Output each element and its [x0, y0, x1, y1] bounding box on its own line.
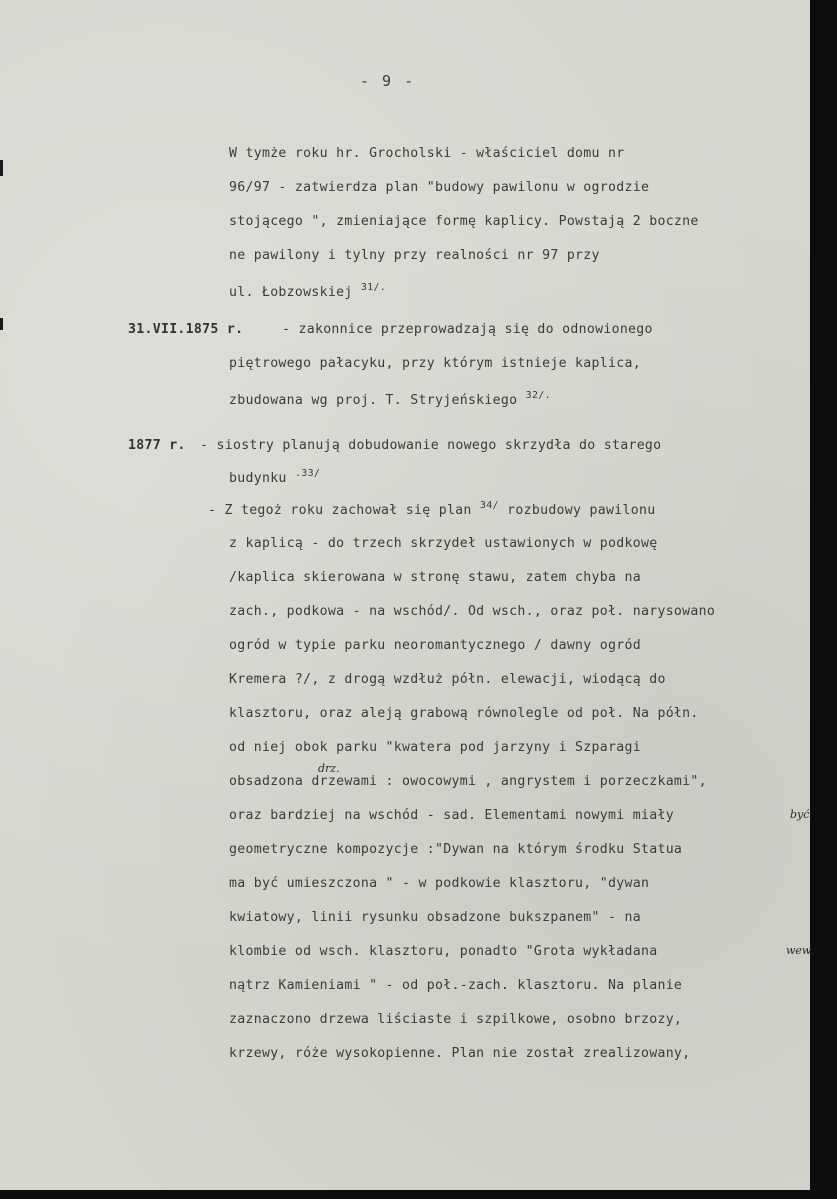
- text-line: krzewy, róże wysokopienne. Plan nie został zrealizowany,: [229, 1046, 691, 1061]
- text-line: zbudowana wg proj. T. Stryjeńskiego $^{32/.}$: [229, 390, 551, 408]
- text-line: /kaplica skierowana w stronę stawu, zatem chyba na: [229, 570, 641, 585]
- footnote-ref: 31/.: [360, 282, 387, 293]
- text-line: z kaplicą - do trzech skrzydeł ustawionych w podkowę: [229, 536, 658, 551]
- text-line: kwiatowy, linii rysunku obsadzone bukszpanem" - na: [229, 910, 641, 925]
- text-line: - Z tegoż roku zachował się plan $^{34/}$ rozbudowy pawilonu: [208, 500, 656, 518]
- text-line: stojącego ", zmieniające formę kaplicy. Powstają 2 boczne: [229, 214, 699, 229]
- text-line: budynku $^{.33/}$: [229, 468, 321, 486]
- entry-date: 1877 r.: [128, 438, 186, 453]
- text-line: klombie od wsch. klasztoru, ponadto "Grota wykładana: [229, 944, 658, 959]
- text-line: ma być umieszczona " - w podkowie klasztoru, "dywan: [229, 876, 650, 891]
- text-line: geometryczne kompozycje :"Dywan na którym środku Statua: [229, 842, 683, 857]
- footnote-ref: 32/.: [525, 390, 551, 401]
- text-line: nątrz Kamieniami " - od poł.-zach. klasztoru. Na planie: [229, 978, 683, 993]
- text-line: zach., podkowa - na wschód/. Od wsch., oraz poł. narysowano: [229, 604, 716, 619]
- footnote-ref: .33/: [294, 468, 321, 479]
- entry-date: 31.VII.1875 r.: [128, 322, 244, 337]
- page-number: - 9 -: [360, 72, 416, 90]
- text-line: ogród w typie parku neoromantycznego / dawny ogród: [229, 638, 641, 653]
- text-line: ul. Łobzowskiej $^{31/.}$: [229, 282, 387, 300]
- footnote-ref: 34/: [479, 500, 499, 511]
- margin-mark: [0, 160, 3, 176]
- handwritten-insertion: drz.: [318, 762, 340, 775]
- text-line: oraz bardziej na wschód - sad. Elementami nowymi miały: [229, 808, 674, 823]
- text-line: obsadzona drzewami : owocowymi , angrystem i porzeczkami",: [229, 774, 707, 789]
- text-line: klasztoru, oraz aleją grabową równolegle od poł. Na półn.: [229, 706, 699, 721]
- text-line: - zakonnice przeprowadzają się do odnowionego: [282, 322, 653, 337]
- text-line: W tymże roku hr. Grocholski - właściciel domu nr: [229, 146, 625, 161]
- text-line: ne pawilony i tylny przy realności nr 97 przy: [229, 248, 600, 263]
- text-line: Kremera ?/, z drogą wzdłuż półn. elewacji, wiodącą do: [229, 672, 666, 687]
- margin-mark: [0, 318, 3, 330]
- handwritten-insertion: wew.: [786, 944, 814, 957]
- handwritten-insertion: być: [790, 808, 810, 821]
- text-line: piętrowego pałacyku, przy którym istnieje kaplica,: [229, 356, 641, 371]
- text-line: 96/97 - zatwierdza plan "budowy pawilonu w ogrodzie: [229, 180, 650, 195]
- text-line: zaznaczono drzewa liściaste i szpilkowe, osobno brzozy,: [229, 1012, 683, 1027]
- text-line: od niej obok parku "kwatera pod jarzyny i Szparagi: [229, 740, 641, 755]
- text-line: - siostry planują dobudowanie nowego skrzydła do starego: [200, 438, 662, 453]
